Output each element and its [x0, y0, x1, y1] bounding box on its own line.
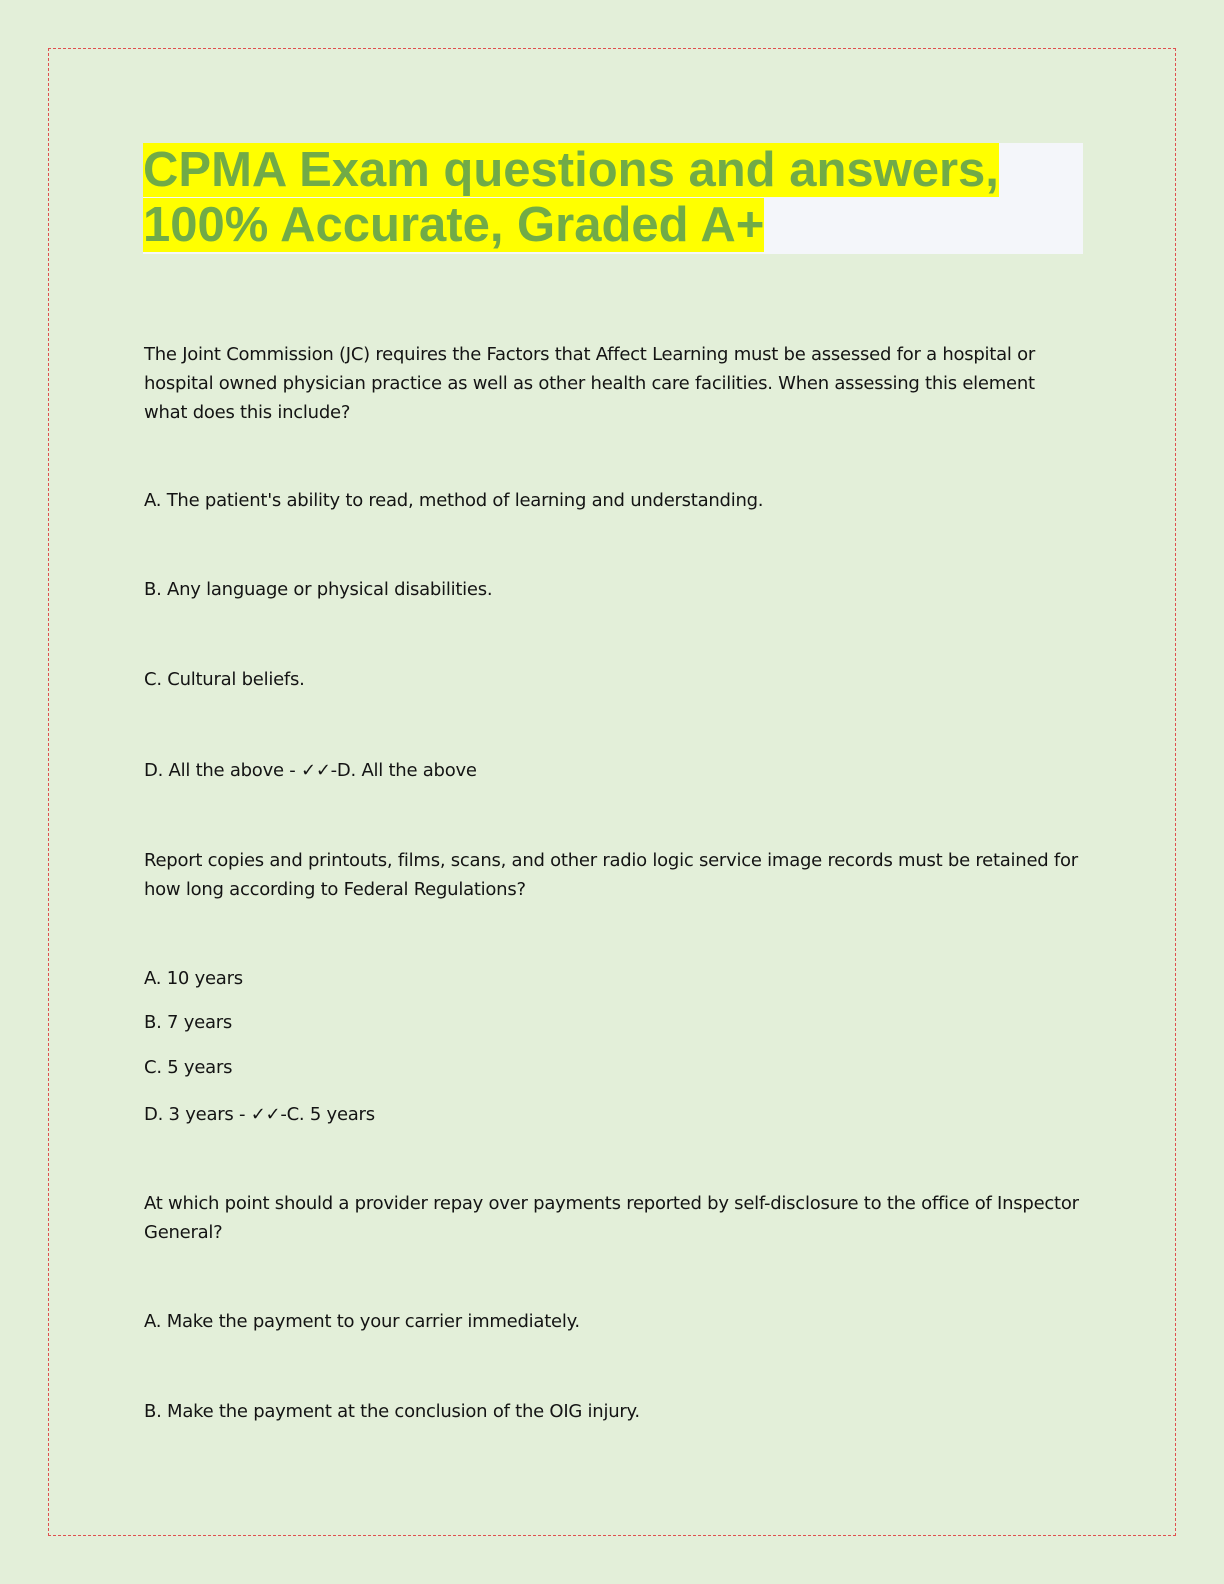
question-3-text — [144, 1189, 1079, 1247]
question-3-option-b — [144, 1397, 1079, 1426]
question-2-option-a — [144, 964, 1079, 993]
document-title — [143, 143, 1083, 253]
question-text: Report copies and printouts, films, scans, and other radio logic service image records must be retained for how long according to Federal Regulations? — [144, 850, 1078, 900]
question-2-option-d-answer — [144, 1100, 1079, 1129]
answer-option: B. 7 years — [144, 1012, 233, 1033]
answer-option: D. 3 years - ✓✓-C. 5 years — [144, 1104, 375, 1125]
question-3-option-a — [144, 1307, 1079, 1336]
answer-option: A. Make the payment to your carrier immediately. — [144, 1311, 580, 1332]
answer-option: B. Any language or physical disabilities. — [144, 579, 493, 600]
question-text: The Joint Commission (JC) requires the Factors that Affect Learning must be assessed for a hospital or hospital owned physician practice as well as other health care facilities. When assessing this element what does this include? — [144, 344, 1036, 423]
question-text: At which point should a provider repay over payments reported by self-disclosure to the office of Inspector General? — [144, 1193, 1079, 1243]
answer-option: C. 5 years — [144, 1057, 233, 1078]
question-2-option-c — [144, 1053, 1079, 1082]
answer-option: A. The patient's ability to read, method of learning and understanding. — [144, 490, 764, 511]
question-1-option-b — [144, 575, 1079, 604]
answer-option: D. All the above - ✓✓-D. All the above — [144, 760, 477, 781]
answer-option: A. 10 years — [144, 968, 243, 989]
question-1-option-c — [144, 665, 1079, 694]
title-line-1: CPMA Exam questions and answers, — [143, 143, 999, 197]
title-block — [143, 143, 1083, 254]
title-line-2: 100% Accurate, Graded A+ — [143, 198, 765, 252]
question-1-text — [144, 340, 1079, 427]
answer-option: B. Make the payment at the conclusion of the OIG injury. — [144, 1401, 640, 1422]
question-1-option-d-answer — [144, 756, 1079, 785]
answer-option: C. Cultural beliefs. — [144, 669, 305, 690]
question-1-option-a — [144, 486, 1079, 515]
question-2-text — [144, 846, 1079, 904]
question-2-option-b — [144, 1008, 1079, 1037]
